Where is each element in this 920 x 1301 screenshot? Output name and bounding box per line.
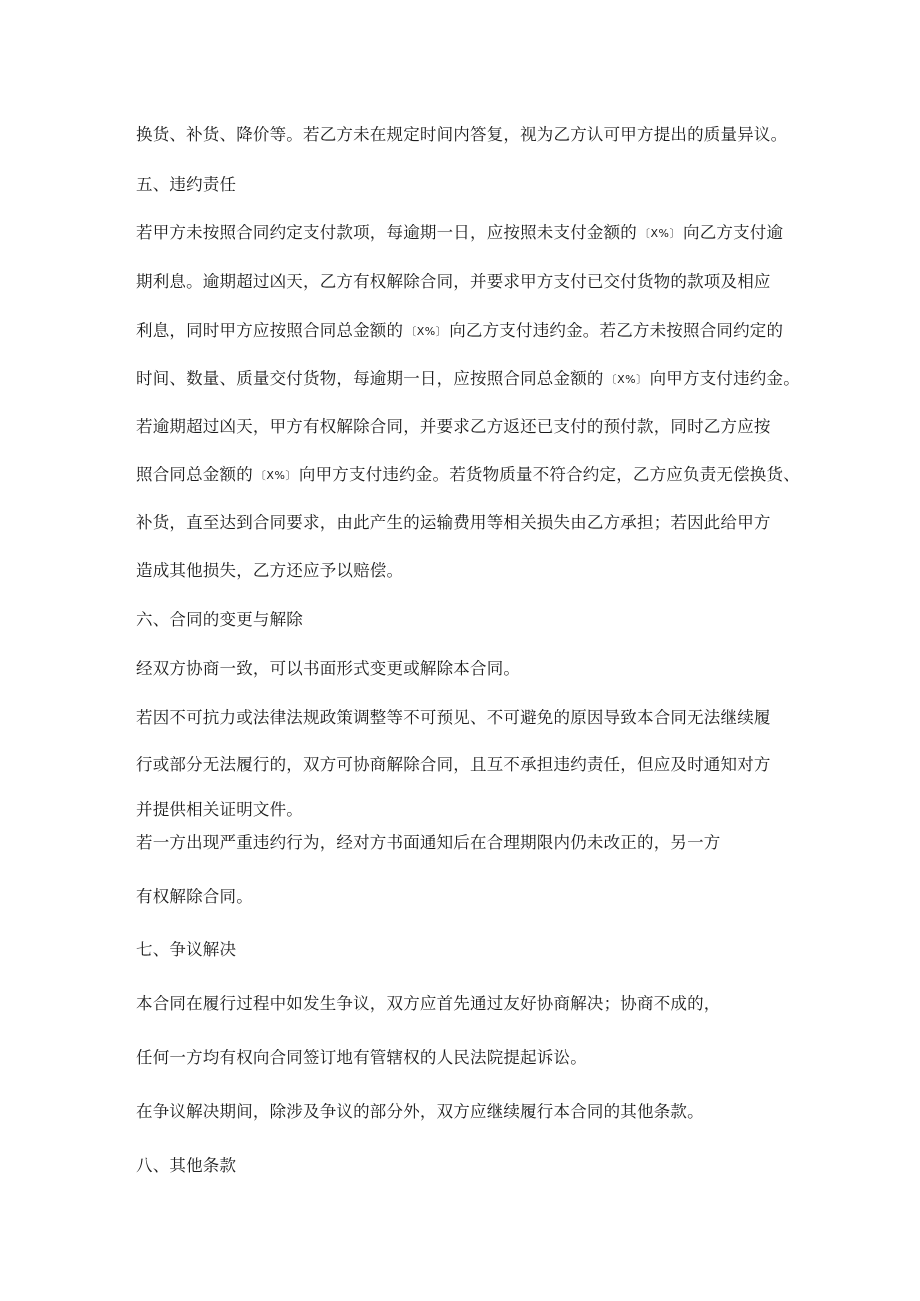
percent-placeholder: 〔X%〕 xyxy=(254,469,297,482)
section-6-heading: 六、合同的变更与解除 xyxy=(136,610,303,629)
section-6-line-6: 有权解除合同。 xyxy=(136,887,253,906)
section-5-line-6 xyxy=(136,464,800,487)
section-5-line-3 xyxy=(136,320,783,343)
text-run: 期利息。逾期超过凶天，乙方有权解除合同，并要求甲方支付已交付货物的款项及相应 xyxy=(136,272,771,291)
section-5-heading: 五、违约责任 xyxy=(136,175,237,194)
text-run: 若甲方未按照合同约定支付款项，每逾期一日，应按照未支付金额的 xyxy=(136,223,637,242)
section-5-line-5 xyxy=(136,416,771,438)
section-7-line-3: 在争议解决期间，除涉及争议的部分外，双方应继续履行本合同的其他条款。 xyxy=(136,1102,704,1121)
section-7-heading: 七、争议解决 xyxy=(136,940,237,959)
section-7-line-2: 任何一方均有权向合同签订地有管辖权的人民法院提起诉讼。 xyxy=(136,1048,587,1067)
percent-placeholder: 〔X%〕 xyxy=(405,325,448,338)
text-run: 时间、数量、质量交付货物，每逾期一日，应按照合同总金额的 xyxy=(136,369,604,388)
section-6-line-1: 经双方协商一致，可以书面形式变更或解除本合同。 xyxy=(136,659,521,678)
section-5-line-4 xyxy=(136,368,800,391)
percent-placeholder: 〔X%〕 xyxy=(605,373,648,386)
section-5-line-1 xyxy=(136,222,783,245)
text-run: 利息，同时甲方应按照合同总金额的 xyxy=(136,321,404,340)
section-6-line-4: 并提供相关证明文件。 xyxy=(136,800,303,819)
section-5-line-7 xyxy=(136,512,771,534)
section-6-line-5: 若一方出现严重违约行为，经对方书面通知后在合理期限内仍未改正的，另一方 xyxy=(136,833,721,852)
section-8-heading: 八、其他条款 xyxy=(136,1156,237,1175)
percent-placeholder: 〔X%〕 xyxy=(639,227,681,240)
text-run: 向甲方支付违约金。 xyxy=(649,369,800,388)
text-run: 向甲方支付违约金。若货物质量不符合约定，乙方应负责无偿换货、 xyxy=(298,465,800,484)
section-6-line-3: 行或部分无法履行的，双方可协商解除合同，且互不承担违约责任，但应及时通知对方 xyxy=(136,755,771,774)
section-5-line-8 xyxy=(136,560,403,582)
text-run: 向乙方支付违约金。若乙方未按照合同约定的 xyxy=(449,321,784,340)
intro-line: 换货、补货、降价等。若乙方未在规定时间内答复，视为乙方认可甲方提出的质量异议。 xyxy=(136,125,788,144)
text-run: 照合同总金额的 xyxy=(136,465,253,484)
section-6-line-2: 若因不可抗力或法律法规政策调整等不可预见、不可避免的原因导致本合同无法继续履 xyxy=(136,708,771,727)
section-7-line-1: 本合同在履行过程中如发生争议，双方应首先通过友好协商解决；协商不成的， xyxy=(136,994,721,1013)
text-run: 若逾期超过凶天，甲方有权解除合同，并要求乙方返还已支付的预付款，同时乙方应按 xyxy=(136,417,771,436)
text-run: 造成其他损失，乙方还应予以赔偿。 xyxy=(136,561,404,580)
section-5-line-2 xyxy=(136,271,771,293)
text-run: 向乙方支付逾 xyxy=(683,223,784,242)
text-run: 补货，直至达到合同要求，由此产生的运输费用等相关损失由乙方承担；若因此给甲方 xyxy=(136,513,771,532)
